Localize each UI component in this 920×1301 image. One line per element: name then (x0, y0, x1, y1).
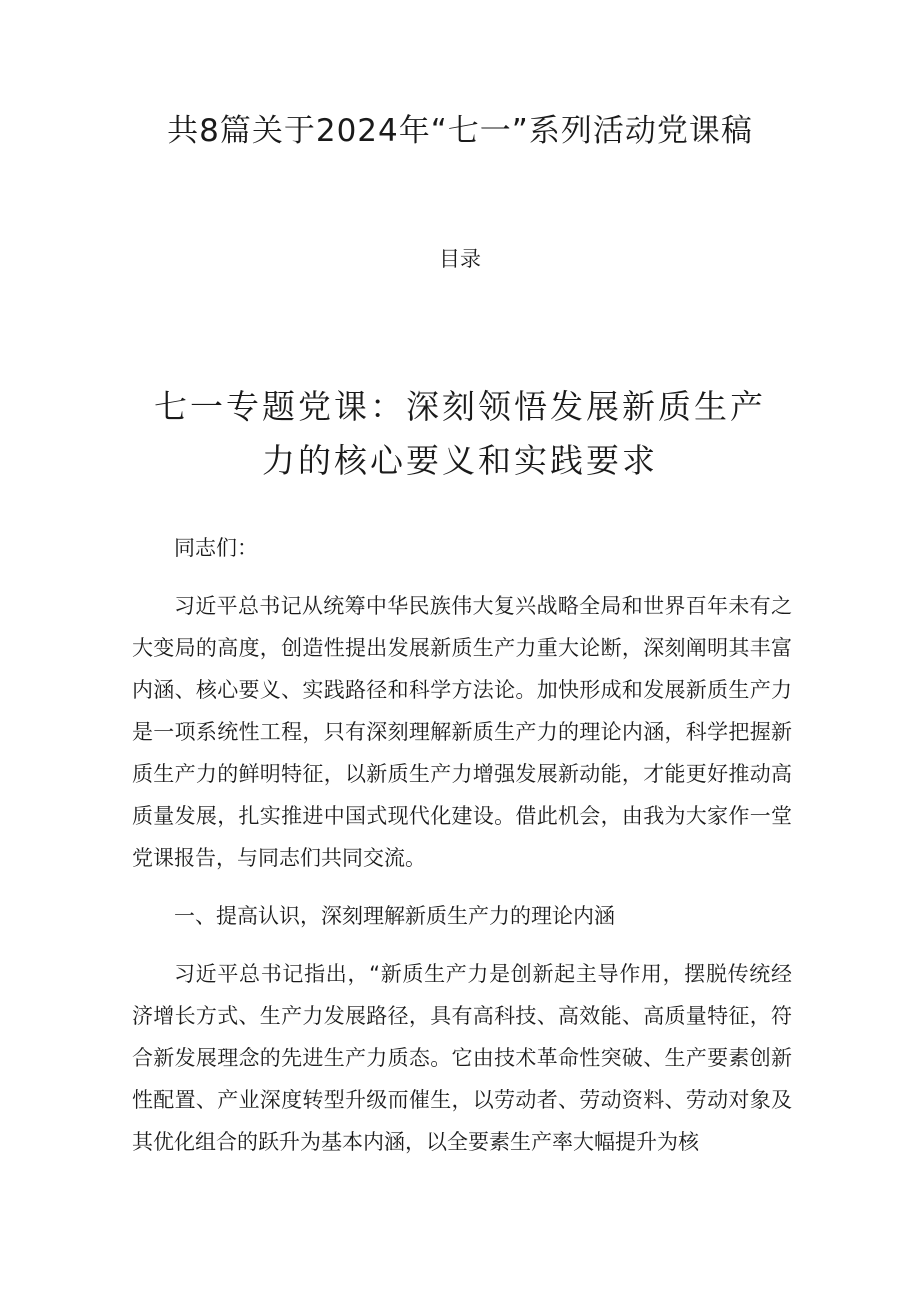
toc-label[interactable]: 目录 (439, 247, 481, 271)
document-title: 共8篇关于2024年“七一”系列活动党课稿 (167, 113, 753, 149)
paragraph-section-one: 习近平总书记指出，“新质生产力是创新起主导作用，摆脱传统经济增长方式、生产力发展路径，具有高科技、高效能、高质量特征，符合新发展理念的先进生产力质态。它由技术革命性突破、生产要素创新性配置、产业深度转型升级而催生，以劳动者、劳动资料、劳动对象及其优化组合的跃升为基本内涵，以全要素生产率大幅提升为核 (132, 962, 792, 1154)
greeting: 同志们： (174, 536, 258, 560)
paragraph-intro: 习近平总书记从统筹中华民族伟大复兴战略全局和世界百年未有之大变局的高度，创造性提出发展新质生产力重大论断，深刻阐明其丰富内涵、核心要义、实践路径和科学方法论。加快形成和发展新质生产力是一项系统性工程，只有深刻理解新质生产力的理论内涵，科学把握新质生产力的鲜明特征，以新质生产力增强发展新动能，才能更好推动高质量发展，扎实推进中国式现代化建设。借此机会，由我为大家作一堂党课报告，与同志们共同交流。 (132, 594, 792, 870)
section-title: 七一专题党课：深刻领悟发展新质生产力的核心要义和实践要求 (154, 387, 766, 480)
document-body (132, 527, 792, 1179)
heading-section-one: 一、提高认识，深刻理解新质生产力的理论内涵 (174, 904, 615, 928)
